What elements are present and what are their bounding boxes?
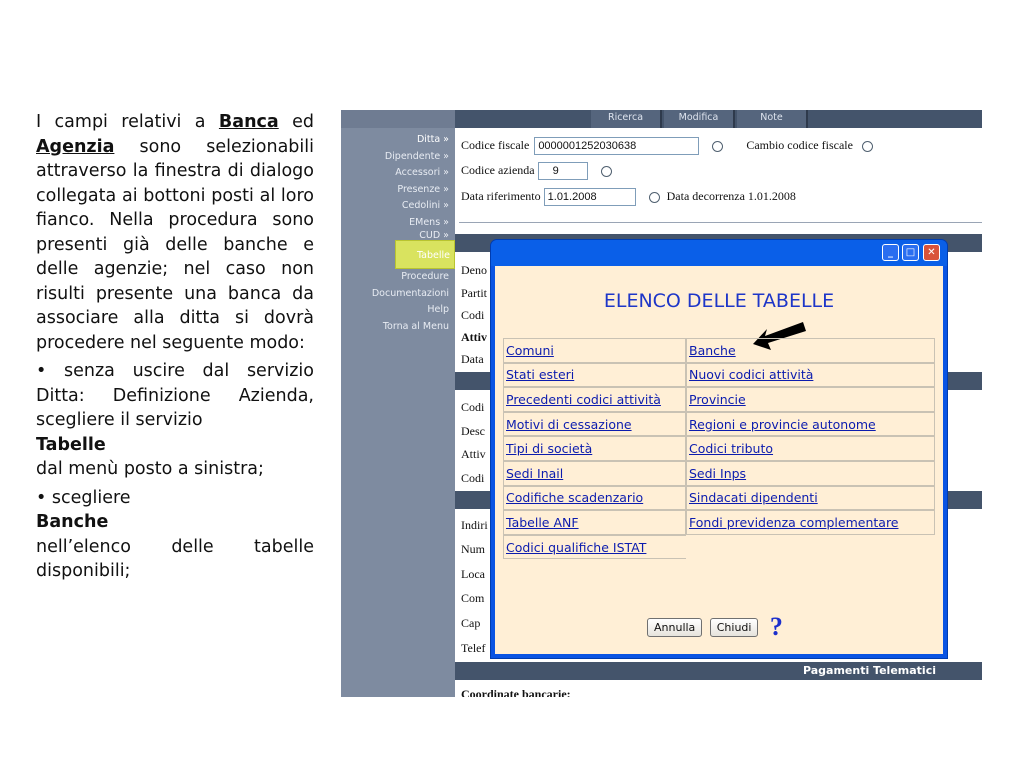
sidebar: [341, 110, 455, 697]
table-row: [503, 510, 935, 535]
table-row: [503, 535, 935, 560]
intro-text-a: I campi relativi a: [36, 112, 219, 132]
close-icon[interactable]: ✕: [923, 244, 940, 261]
tab-ricerca[interactable]: Ricerca: [591, 110, 662, 128]
sidebar-header: [341, 110, 455, 128]
minimize-icon[interactable]: _: [882, 244, 899, 261]
chiudi-button[interactable]: Chiudi: [710, 618, 759, 637]
label-deno: Deno: [461, 263, 487, 277]
row-codice-fiscale: [461, 137, 879, 155]
sidebar-item-accessori[interactable]: Accessori »: [395, 167, 449, 178]
data-riferimento-input[interactable]: 1.01.2008: [544, 188, 636, 206]
link-stati-esteri[interactable]: Stati esteri: [506, 367, 575, 383]
sidebar-item-procedure[interactable]: Procedure: [401, 271, 449, 282]
pagamenti-band: [455, 662, 982, 680]
label-codi-2: Codi: [461, 400, 485, 414]
link-codifiche-scadenzario[interactable]: Codifiche scadenzario: [506, 490, 644, 506]
item-banche: Banche: [36, 512, 109, 532]
label-partit: Partit: [461, 286, 487, 300]
label-cap: Cap: [461, 616, 481, 630]
label-attiv-1: Attiv: [461, 330, 487, 344]
sidebar-item-cud[interactable]: CUD »: [419, 231, 449, 239]
table-row: [503, 387, 935, 412]
link-sindacati-dipendenti[interactable]: Sindacati dipendenti: [689, 490, 818, 506]
table-row: [503, 486, 935, 511]
row-codice-azienda: [461, 162, 618, 180]
banca-term: Banca: [218, 112, 279, 132]
codice-azienda-label: Codice azienda: [461, 162, 535, 177]
dialog-buttons: [647, 612, 783, 642]
label-com: Com: [461, 591, 485, 605]
sidebar-item-ditta[interactable]: Ditta »: [416, 134, 449, 145]
paragraph-intro: [36, 110, 314, 355]
link-nuovi-codici-attivita[interactable]: Nuovi codici attività: [689, 367, 814, 383]
tab-bar: [455, 110, 982, 128]
link-tipi-societa[interactable]: Tipi di società: [506, 441, 593, 457]
tab-note[interactable]: Note: [737, 110, 808, 128]
sidebar-item-documentazioni[interactable]: Documentazioni: [371, 287, 449, 299]
help-icon[interactable]: ?: [769, 612, 783, 641]
sidebar-item-dipendente[interactable]: Dipendente »: [384, 150, 449, 162]
pagamenti-telematici-label: Pagamenti Telematici: [802, 664, 936, 677]
cambio-codice-radio[interactable]: [862, 141, 873, 152]
intro-text-c: sono selezionabili attraverso la finestra di dialogo collegata ai bottoni posti al loro fianco. Nella procedura sono presenti già delle banche e delle agenzie; nel caso non risulti presente una banca da associare alla ditta si dovrà procedere nel seguente modo:: [36, 136, 314, 353]
paragraph-step1: • senza uscire dal servizio Ditta: Definizione Azienda, scegliere il servizio: [36, 361, 314, 430]
data-decorrenza-label: Data decorrenza 1.01.2008: [666, 188, 796, 203]
link-fondi-previdenza[interactable]: Fondi previdenza complementare: [689, 514, 899, 530]
maximize-icon[interactable]: □: [902, 244, 919, 261]
link-provincie[interactable]: Provincie: [689, 391, 746, 407]
paragraph-step2: • scegliere: [36, 487, 131, 508]
sidebar-item-torna-menu[interactable]: Torna al Menu: [382, 320, 449, 332]
link-sedi-inps[interactable]: Sedi Inps: [689, 465, 747, 481]
data-riferimento-label: Data riferimento: [461, 188, 541, 203]
link-comuni[interactable]: Comuni: [506, 342, 554, 358]
application-screenshot: [341, 110, 982, 697]
link-motivi-cessazione[interactable]: Motivi di cessazione: [506, 416, 632, 432]
cambio-codice-label: Cambio codice fiscale: [746, 137, 853, 152]
link-banche[interactable]: Banche: [689, 342, 736, 358]
codice-azienda-input[interactable]: 9: [538, 162, 588, 180]
sidebar-item-emens[interactable]: EMens »: [409, 216, 449, 228]
label-num: Num: [461, 542, 485, 556]
table-row: [503, 461, 935, 486]
label-loca: Loca: [461, 567, 485, 581]
paragraph-end: nell’elenco delle tabelle disponibili;: [36, 536, 314, 581]
data-decorrenza-radio[interactable]: [649, 192, 660, 203]
paragraph-menu: dal menù posto a sinistra;: [36, 459, 264, 479]
label-indiri: Indiri: [461, 518, 488, 532]
dialog-titlebar: [491, 240, 947, 266]
label-telef: Telef: [461, 641, 486, 655]
tab-modifica[interactable]: Modifica: [664, 110, 735, 128]
label-desc: Desc: [461, 424, 485, 438]
link-codici-tributo[interactable]: Codici tributo: [689, 441, 774, 457]
link-precedenti-codici-attivita[interactable]: Precedenti codici attività: [506, 391, 661, 407]
coordinate-bancarie-label: Coordinate bancarie:: [461, 687, 571, 697]
tables-dialog: [490, 239, 948, 659]
table-row: [503, 338, 935, 363]
label-data: Data: [461, 352, 484, 366]
divider: [459, 222, 982, 223]
table-row: [503, 363, 935, 388]
dialog-heading: ELENCO DELLE TABELLE: [603, 290, 835, 312]
agenzia-term: Agenzia: [36, 136, 115, 157]
annulla-button[interactable]: Annulla: [647, 618, 702, 637]
sidebar-item-cedolini[interactable]: Cedolini »: [401, 200, 449, 211]
tables-list: [503, 338, 935, 559]
instruction-text: [36, 110, 314, 584]
sidebar-item-tabelle[interactable]: Tabelle: [395, 240, 455, 269]
label-codi-3: Codi: [461, 471, 485, 485]
link-regioni-provincie-autonome[interactable]: Regioni e provincie autonome: [689, 416, 876, 432]
table-row: [503, 412, 935, 437]
sidebar-menu: [372, 132, 449, 335]
codice-azienda-radio[interactable]: [601, 166, 612, 177]
label-codi-1: Codi: [461, 308, 485, 322]
dialog-body: [495, 266, 943, 654]
label-attiv-2: Attiv: [461, 447, 486, 461]
link-codici-qualifiche-istat[interactable]: Codici qualifiche ISTAT: [506, 539, 647, 555]
service-tabelle: Tabelle: [36, 434, 106, 455]
intro-text-b: ed: [278, 112, 314, 132]
link-sedi-inail[interactable]: Sedi Inail: [506, 465, 564, 481]
codice-fiscale-radio[interactable]: [712, 141, 723, 152]
codice-fiscale-label: Codice fiscale: [461, 137, 530, 152]
sidebar-item-presenze[interactable]: Presenze »: [397, 183, 449, 195]
row-data-riferimento: [461, 188, 796, 206]
table-row: [503, 436, 935, 461]
codice-fiscale-input[interactable]: 0000001252030638: [534, 137, 699, 155]
link-tabelle-anf[interactable]: Tabelle ANF: [506, 514, 579, 530]
sidebar-item-help[interactable]: Help: [427, 304, 449, 315]
